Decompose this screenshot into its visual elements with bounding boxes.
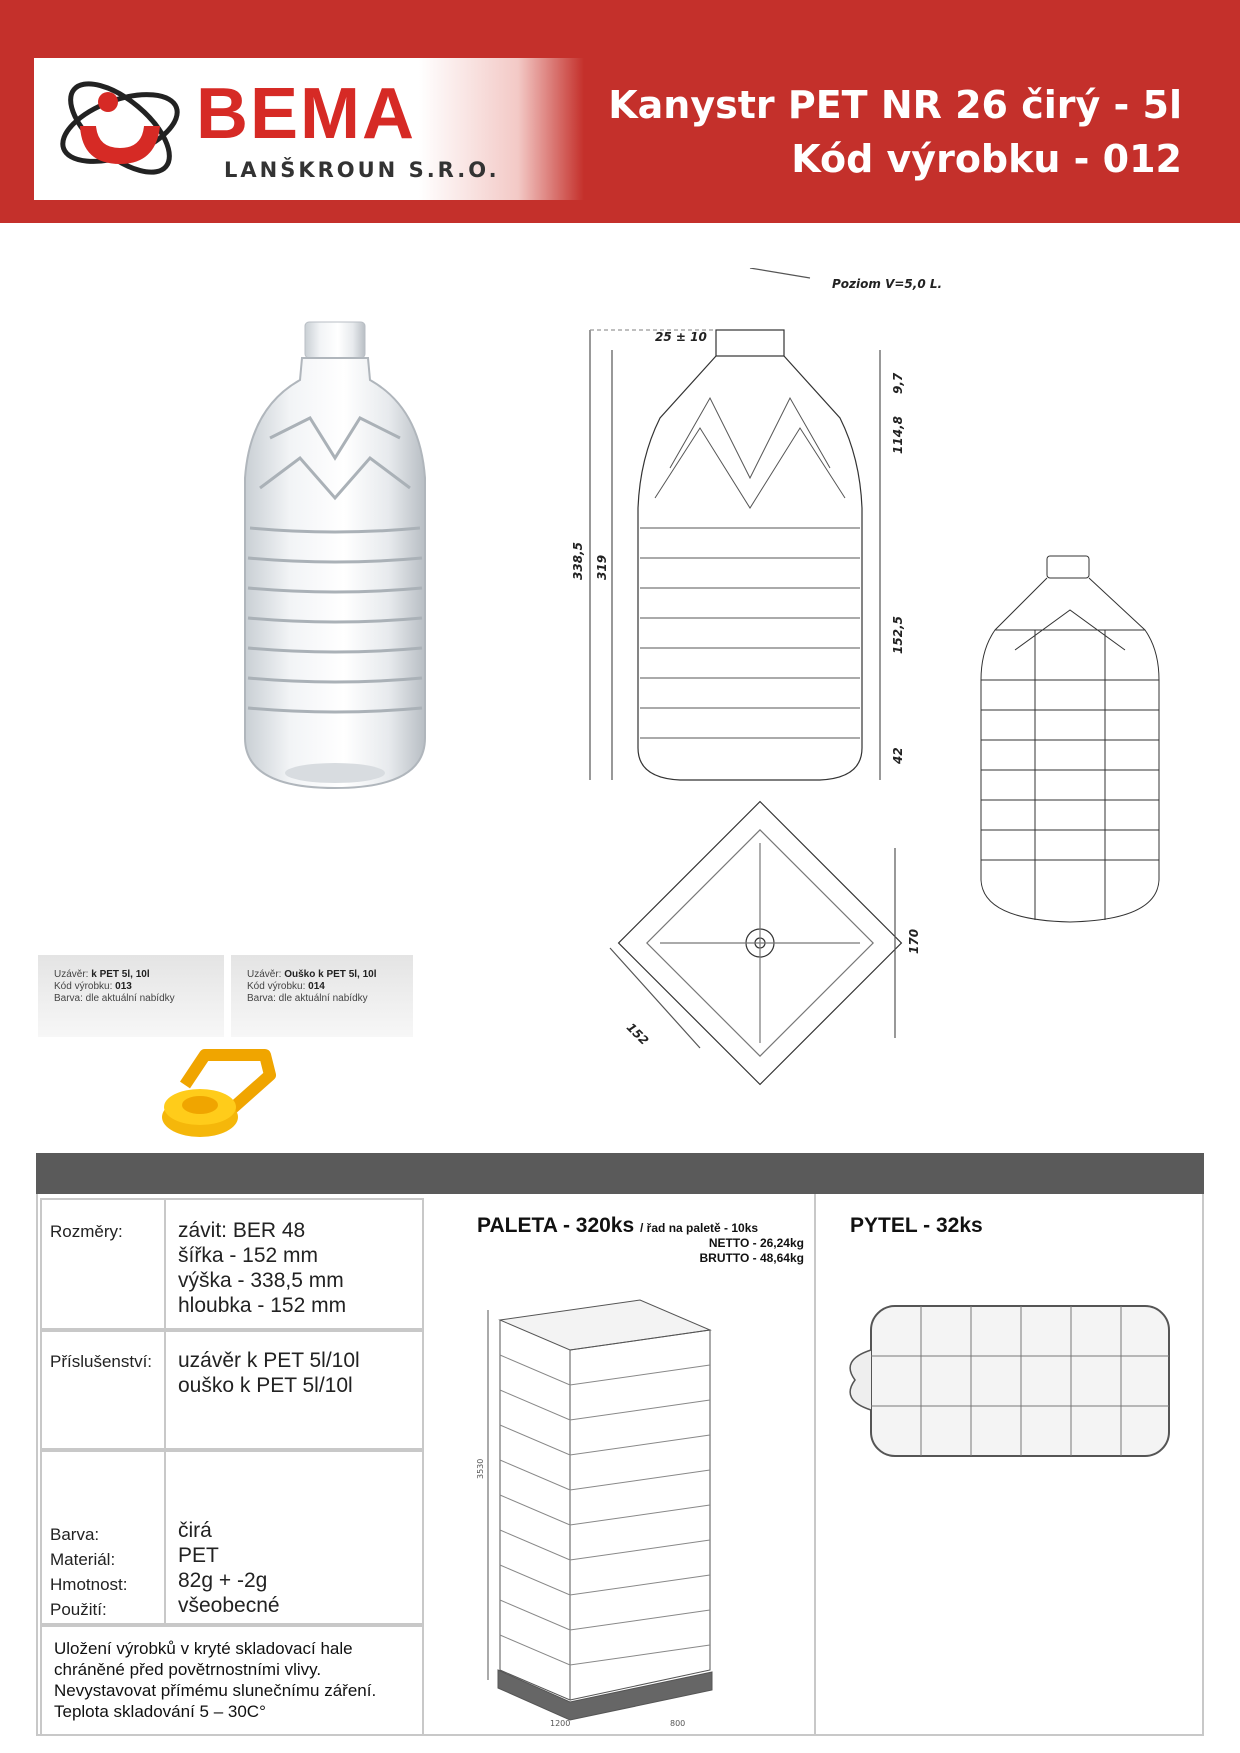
usage-label: Použití: [50,1600,107,1619]
accessory-color: Barva: dle aktuální nabídky [247,993,368,1004]
dim-width: 152 [623,1020,652,1048]
material-label: Materiál: [50,1550,116,1569]
technical-drawing [570,268,970,1108]
pallet-height-dim: 3530 [476,1458,485,1479]
dim-width-value: šířka - 152 mm [178,1244,319,1267]
color-label: Barva: [50,1525,100,1544]
dim-height-value: výška - 338,5 mm [178,1269,344,1292]
accessory-name: Ouško k PET 5l, 10l [284,969,377,980]
section-divider-bar [36,1153,1204,1194]
brand-subtitle: LANŠKROUN S.R.O. [224,158,500,182]
dim-upper: 114,8 [891,416,905,454]
pallet-title [477,1214,758,1238]
storage-line: Uložení výrobků v kryté skladovací hale [54,1639,353,1658]
bema-emblem-icon [52,64,187,194]
dim-middle: 152,5 [891,616,905,654]
accessory-name: k PET 5l, 10l [91,969,150,980]
bottle-photo [220,318,450,808]
dim-neck: 25 ± 10 [655,330,707,344]
accessory-cap: uzávěr k PET 5l/10l [178,1349,360,1372]
storage-line: Nevystavovat přímému slunečnímu záření. [54,1681,377,1700]
bag-drawing [835,1300,1175,1460]
storage-line: chráněné před povětrnostními vlivy. [54,1660,322,1679]
dim-shoulder: 9,7 [891,372,905,394]
material-value: PET [178,1544,219,1567]
column-divider [164,1198,166,1625]
accessory-color: Barva: dle aktuální nabídky [54,993,175,1004]
properties-values [178,1518,280,1618]
usage-value: všeobecné [178,1594,280,1617]
accessory-card-cap [38,955,224,1037]
accessory-handle: ouško k PET 5l/10l [178,1374,353,1397]
properties-labels [50,1522,127,1622]
level-label: Poziom V=5,0 L. [832,277,943,291]
dim-body-height: 319 [595,554,609,580]
weight-value: 82g + -2g [178,1569,268,1592]
brand-name: BEMA [196,74,416,154]
pallet-brutto: BRUTTO - 48,64kg [699,1251,804,1265]
pallet-netto: NETTO - 26,24kg [708,1236,804,1250]
pallet-weights [600,1236,804,1266]
logo [34,58,584,200]
storage-note [54,1638,376,1722]
dim-thread: závit: BER 48 [178,1219,306,1242]
pallet-count: PALETA - 320ks [477,1214,635,1237]
pallet-drawing [470,1290,730,1730]
column-divider [814,1194,816,1736]
accessory-code-label: Kód výrobku: [54,981,116,992]
page-header [0,0,1240,223]
dimensions-values [178,1218,346,1318]
accessory-prefix: Uzávěr: [247,969,285,980]
dim-base: 42 [891,747,905,764]
accessory-card-handle [231,955,413,1037]
pallet-width-dim: 800 [670,1719,686,1728]
storage-line: Teplota skladování 5 – 30C° [54,1702,266,1721]
dimensions-label: Rozměry: [50,1222,123,1241]
accessories-values [178,1348,360,1398]
dim-depth-value: hloubka - 152 mm [178,1294,347,1317]
accessory-prefix: Uzávěr: [54,969,92,980]
dim-total-height: 338,5 [571,542,585,580]
color-value: čirá [178,1519,212,1542]
product-name: Kanystr PET NR 26 čirý - 5l [608,83,1182,127]
accessory-code: 014 [308,981,325,992]
product-code: Kód výrobku - 012 [791,137,1182,181]
page-title [608,78,1182,186]
dim-depth: 170 [907,928,921,954]
cap-handle-photo [155,1045,285,1145]
accessories-label: Příslušenství: [50,1352,153,1371]
accessory-code: 013 [115,981,132,992]
bag-title: PYTEL - 32ks [850,1214,983,1237]
pallet-per-row: / řad na paletě - 10ks [640,1221,759,1235]
pallet-length-dim: 1200 [550,1719,571,1728]
weight-label: Hmotnost: [50,1575,128,1594]
bottle-3d-drawing [975,550,1165,930]
accessory-code-label: Kód výrobku: [247,981,309,992]
